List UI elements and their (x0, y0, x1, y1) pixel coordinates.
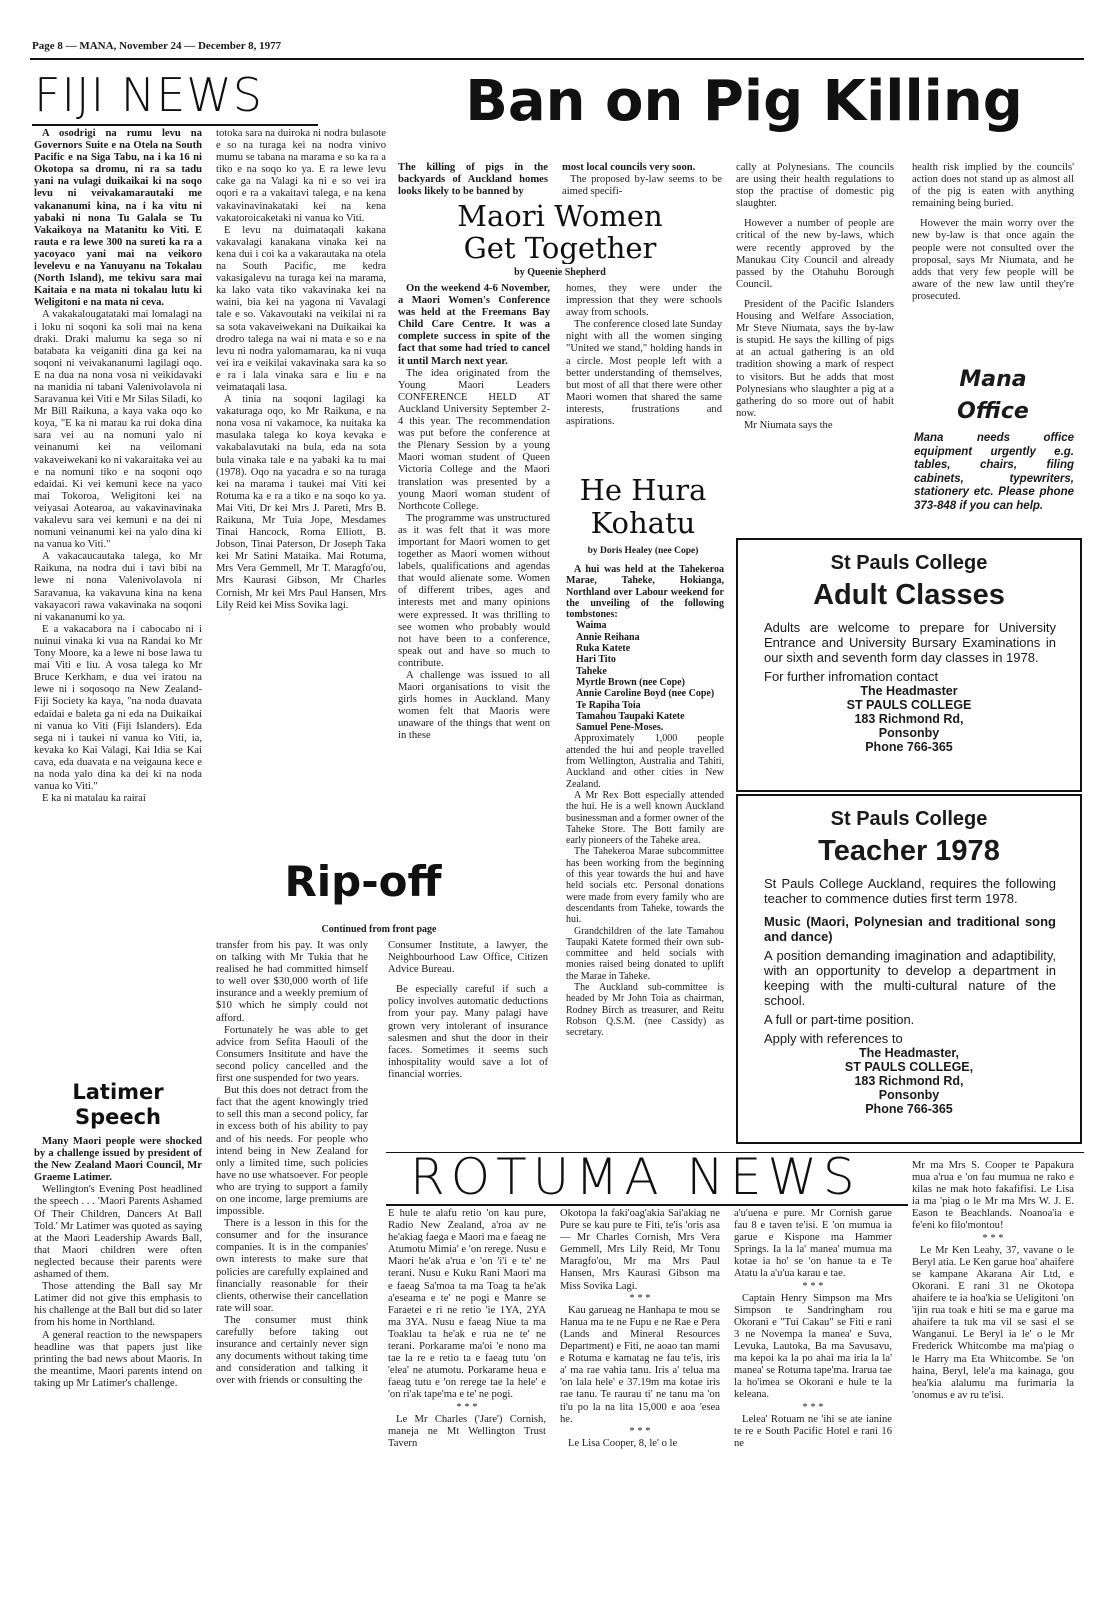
maori-women-headline-line1: Maori Women (457, 200, 663, 233)
tombstone-name: Hari Tito (576, 654, 616, 666)
fiji-news-heading: FIJI NEWS (34, 70, 263, 120)
rotuma-separator: * * * (629, 1292, 651, 1304)
fiji-para: A osodrigi na rumu levu na Governors Suite e na Otela na South Pacific e na Siga Tabu, na i ka 16 ni Okotopa sa dromu, ni ra sa tadu yani na vulagi duikaikai ki na soqo levu ni veivakamarautaki me vakananumi kina, na i ka vitu ni yabaki ni nona Tu Galala se Tu Vakaikoya na Matanitu ko Viti. E rauta e ra lewe 300 na sureti ka ra a yacoyaco yani mai na veikoro levelevu e na Yanuyanu na Tokalau (North Island), me tekivu sara mai Kaitaia e na mata ni tokalau lutu ki Weligitoni e na mata ni ceva. (34, 128, 202, 309)
ripoff-para: Consumer Institute, a lawyer, the Neighbourhood Law Office, Citizen Advice Bureau. (388, 940, 548, 976)
latimer-lead: Many Maori people were shocked by a challenge issued by president of the New Zealand Maori Council, Mr Graeme Latimer. (34, 1136, 202, 1184)
ad1-contact-intro: For further infromation contact (764, 669, 939, 684)
rotuma-column-2 (560, 1208, 720, 1568)
fiji-para: A vakakalougatataki mai lomalagi na i loku ni soqoni ka soli mai na kena draki. Draki malumu ka sega so ni batabata ka veiganiti dina ga kei na soqoni ni veivakananumi lagilagi oqo. E na dua na nona vosa ni veikidavaki na manidia ni tabani Valenivolavola ni Saravanua kei Viti e Mr Silas Siladi, ko Mr Bill Raikuna, a kaya vaka oqo ko koya, "E ka ni marau ka rui doka dina sara vei au na nomuni yalo ni veinanumi kei na veilomani vakaveiwekani ko ni vakaraitaka vei au e na nomuni tiko e na soqoni oqo edaidai. Ki vei kemuni kece na yaco mai Tokoroa, Weligitoni kei na veiyasai Aotearoa, au vakavinavinaka vakalevu sara vei kemuni e na dei ni nomuni veinanumi kei na yalo dina ki na vanua ko Viti." (34, 309, 202, 551)
mana-office-title-2: Office (957, 399, 1029, 424)
ad2-contact-suburb: Ponsonby (878, 1088, 940, 1102)
pig-para: However the main worry over the new by-law is that once again the people were not consulted over the proposal, says Mr Niumata, and he adds that very few people will be aware of the new law until they're prosecuted. (912, 218, 1074, 302)
ad2-title: St Pauls College (830, 808, 988, 830)
fiji-para: E a vakacabora na i cabocabo ni i nuinui vinaka ki vua na Randai ko Mr Tony Moore, ka a lewe ni bose lawa tu mai Viti e liu. A vosa talega ko Mr Bruce Kerkham, e dua vei iratou na lewe ni i soqosoqo na New Zealand-Fiji Society ka kaya, "na noda duavata edaidai e baleta ga ni eda na Duikaikai ni vanua ko Viti (Fiji Islanders). Eda sega ni i taukei ni vanua ko Viti, ia, kevaka ko Kai Valagi, Kai Idia se Kai cava, eda duavata e na veigauna kece e na noda yalo dina ka dei ki na noda vanua ko Viti." (34, 623, 202, 793)
ad1-contact-name: The Headmaster (860, 684, 958, 698)
pig-col2-lead: most local councils very soon. (562, 162, 696, 173)
ad2-subtitle: Teacher 1978 (818, 835, 1000, 867)
hura-kohatu-headline (562, 474, 724, 540)
rotuma-para: Kau garueag ne Hanhapa te mou se Hanua ma te ne Fupu e ne Rae e Pera (Lands and Mineral Resources Department) e Fiti, ne aoao tan mami e Rotuma e kamatag ne fau te'is, iris a' ma rae vahia tanu. Iris a' telua ma 'on lala hele' e 37.19m ma kotae iris rae tanu. Te raurau ti' ne tanu ma 'on ti'u po la na lita 15,000 e aoa 'esea he. (560, 1304, 720, 1425)
pig-column-4 (912, 162, 1074, 362)
rotuma-para: Le Mr Charles ('Jare') Cornish, maneja ne Mt Wellington Trust Tavern (388, 1413, 546, 1449)
tombstone-name: Myrtle Brown (nee Cope) (576, 676, 685, 688)
ad2-description: A position demanding imagination and adaptibility, with an opportunity to develop a department in keeping with the multi-cultural nature of the school. (764, 948, 1056, 1008)
rotuma-column-4 (912, 1160, 1074, 1570)
header-rule (30, 58, 1084, 60)
pig-para: However a number of people are critical of the new by-laws, which were recently approved by the Manukau City Council and already passed by the Otahuhu Borough Council. (736, 218, 894, 290)
ripoff-column-1 (216, 940, 368, 1570)
rotuma-separator: * * * (982, 1232, 1004, 1244)
ad2-apply: Apply with references to (764, 1031, 903, 1046)
fiji-para: A tinia na soqoni lagilagi ka vakaturaga oqo, ko Mr Raikuna, e na nona vosa ni vakamoce, ka nuitaka ka masulaka talega ko koya kevaka e vakabalavutaki na bula, eda na sota bula vinaka tale e na yabaki ka tu mai (1978). Oqo na yacadra e so na turaga kei na marama i taukei mai Viti kei Rotuma ka e ra a tiko e na soqo ko ya. Mai Viti, Dr kei Mrs J. Pareti, Mrs B. Raikuna, Mr Tuia Jope, Mesdames Tinai Hancock, Roma Elliott, B. Jobson, Tinai Paterson, Dr Joseph Taka kei Mr Satini Mataika. Mai Rotuma, Mrs Vera Gemmell, Mr T. Maragfo'ou, Mrs Kaurasi Gibson, Mr Charles Cornish, Mr kei Mrs Paul Hansen, Mrs Lily Reid kei Miss Sovika lagi. (216, 394, 386, 611)
ad1-contact-phone: Phone 766-365 (865, 740, 953, 754)
pig-column-3 (736, 162, 894, 532)
pig-para: Mr Niumata says the (744, 419, 833, 431)
maori-women-para: The idea originated from the Young Maori Leaders CONFERENCE HELD AT Auckland University September 2-4 this year. The recommendation was put before the conference at the Plenary Session by a young Maori woman student of Queen Victoria College and the Maori translation was presented by a young Maori woman student of Northcote College. (398, 367, 550, 512)
rotuma-para: Okotopa la faki'oag'akia Sai'akiag ne Pure se kau pure te Fiti, te'is 'oris asa — Mr Charles Cornish, Mrs Vera Gemmell, Mrs Lily Reid, Mr Tonu Maragfo'ou, Mr ma Mrs Paul Hansen, Mrs Kaurasi Gibson ma Miss Sovika Lagi. (560, 1208, 720, 1292)
rotuma-para: a'u'uena e pure. Mr Cornish garue fau 8 e taven te'isi. E 'on mumua ia garue e Kispone ma Hammer Springs. Ia la la' manea' mumua ma kotae ia ho' se 'on hanue ta e Te Atatu la a'u'ua karau e tae. (734, 1208, 892, 1280)
ripoff-continued: Continued from front page (321, 924, 437, 935)
ad1-contact-school: ST PAULS COLLEGE (846, 698, 972, 712)
hura-para: The Auckland sub-committee is headed by Mr John Toia as chairman, Rodney Birch as treasurer, and Reitu Robson Q.S.M. (nee Cassidy) as secretary. (566, 981, 724, 1039)
ad1-body: Adults are welcome to prepare for University Entrance and University Bursary Examinations in our sixth and seventh form day classes in 1978. (764, 620, 1056, 665)
rotuma-para: Mr ma Mrs S. Cooper te Papakura mua a'rua e 'on fau mumua ne rako e kilas ne mak hoto fakafifisi. Le Lisa ia ma 'piag o le Mr ma Mrs W. J. E. Eason te Beachlands. Noanoa'ia e fe'eni ko filo'montou! (912, 1160, 1074, 1232)
fiji-column-1 (34, 128, 202, 1073)
ripoff-para: The consumer must think carefully before taking out insurance and certainly never sign any documents without taking time and consideration and talking it over with friends or consulting the (216, 1314, 368, 1387)
pig-col2-text: The proposed by-law seems to be aimed specifi- (562, 174, 722, 198)
rotuma-heading-rule (386, 1204, 908, 1206)
mana-office-heading (912, 364, 1074, 428)
ad2-position: A full or part-time position. (764, 1012, 915, 1027)
ad1-title: St Pauls College (830, 552, 988, 574)
ripoff-para: There is a lesson in this for the consumer and for the insurance companies. It is in the companies' own interests to make sure that policies are carefully explained and financially reasonable for their clients, otherwise their cancellation rate will soar. (216, 1218, 368, 1314)
fiji-para: totoka sara na duiroka ni nodra bulasote e so na turaga kei na nodra vinivo mumu se tabana na marama e so ka ra a tiko e na soqo ko ya. E ra lewe levu cake ga na Valagi ka ni e so vei ira oqori e ra a vakaitavi talega, e na kena vakavinavinakataki kei na kena vakatoroicaketaki ni vanua ko Viti. (216, 128, 386, 224)
fiji-heading-rule (32, 124, 318, 126)
pig-lead-text: The killing of pigs in the backyards of Auckland homes looks likely to be banned by (398, 162, 548, 198)
rotuma-separator: * * * (456, 1401, 478, 1413)
hura-kohatu-article (566, 564, 724, 1144)
maori-women-headline (398, 200, 722, 264)
rotuma-para: E hule te alafu retio 'on kau pure, Radio New Zealand, a'roa av ne he'akiag faega e Maori ma e faeag ne Atumotu Mimia' e 'on rerege. Nusu e Maori he'ak a'rua e 'on 'i'i e te' ne terani. Nusu e Kuku Rani Maori ma e faeag Sa'moa ta ma Toag ta he'ak a'eseama e te' ne pogi e Manre se Faraetei e ri ne retio 'ie 1YA, 2YA ma 3YA. Nusu e faeag Niue ta ma Toaklau ta he'ak e rua ne te' ne terani. Porkarame ma'oi 'e nono ma tae la re e retio ta e faeag tutu 'on 'elea' ne atumotu. Porkarame heua e faeag tutu e 'on rerege tae la hele' e 'on ri'ak tape'ma e te' ne pogi. (388, 1208, 546, 1401)
maori-women-column-2 (566, 283, 722, 473)
ad2-contact-address: 183 Richmond Rd, (854, 1074, 964, 1088)
hura-para: Grandchildren of the late Tamahou Taupaki Katete formed their own sub-committee and held socials with monies raised being donated to uplift the Marae in Taheke. (566, 925, 724, 982)
mana-office-title-1: Mana (959, 367, 1027, 392)
maori-women-lead: On the weekend 4-6 November, a Maori Women's Conference was held at the Freemans Bay Child Care Centre. It was a complete success in spite of the fact that some had tried to cancel it until March next year. (398, 283, 550, 367)
ripoff-para: But this does not detract from the fact that the agent knowingly tried to sell this man a second policy, far in excess both of his ability to pay and of his needs. For people who intend being in New Zealand for only a limited time, such policies have no use whatsoever. For people who are trying to support a family on one income, large premiums are impossible. (216, 1085, 368, 1218)
latimer-heading (34, 1080, 202, 1130)
ad1-contact-address: 183 Richmond Rd, (854, 712, 964, 726)
fiji-para: A vakacaucautaka talega, ko Mr Raikuna, na nodra dui i tavi bibi na lewe ni nona Valenivolavola ni Saravanua, ka vakavuna kina na kena vakayacori rawa vakavinaka na soqoni ni vakananumi ko ya. (34, 551, 202, 623)
rotuma-para: Captain Henry Simpson ma Mrs Simpson te Sandringham rou Okorani e "Tui Cakau" se Fiti e rani 3 ne Novempa la manea' e Suva, Levuka, Lautoka, Ba ma Savusavu, ma kepoi ka la po ahai ma iria la la' manea' se Rotuma tape'ma. Irarua tae la ho'imea se Okorani e hule te la keleana. (734, 1292, 892, 1401)
hura-headline-line1: He Hura (579, 474, 707, 507)
page-header: Page 8 — MANA, November 24 — December 8, 1977 (32, 40, 282, 52)
hura-para: A Mr Rex Bott especially attended the hui. He is a well known Auckland businessman and a former owner of the Taheke Store. The Bott family are early pioneers of the Taheke area. (566, 789, 724, 847)
tombstone-name: Annie Caroline Boyd (nee Cope) (576, 688, 715, 700)
ripoff-para: Fortunately he was able to get advice from Sefita Haouli of the Consumers Insititute and have the second policy cancelled and the first one suspended for two years. (216, 1024, 368, 1085)
fiji-para: E ka ni matalau ka rairai (42, 793, 146, 805)
maori-women-para: A challenge was issued to all Maori organisations to visit the girls homes in Auckland. Many women felt that Maoris were unaware of the things that went on in these (398, 670, 550, 742)
tombstone-name: Taheke (576, 665, 607, 677)
latimer-para: Those attending the Ball say Mr Latimer did not give this emphasis to his challenge at the Ball but did so later from his home in Northland. (34, 1281, 202, 1329)
ripoff-column-2 (388, 940, 548, 1140)
pig-killing-headline: Ban on Pig Killing (465, 70, 1023, 134)
rotuma-column-3 (734, 1208, 892, 1568)
hura-para: Approximately 1,000 people attended the hui and people travelled from Wellington, Australia and Tahiti, Auckland and other cities in New Zealand. (566, 733, 724, 790)
pig-column-2 (562, 162, 722, 202)
hura-para: The Tahekeroa Marae subcommittee has been working from the beginning of this year towards the hui and have held socials etc. Personal donations were made from every family who are descendants from Taheke, towards the hui. (566, 846, 724, 926)
tombstone-name: Ruka Katete (576, 643, 631, 655)
rotuma-para: Le Mr Ken Leahy, 37, vavane o le Beryl atia. Le Ken garue hoa' ahaifere se kampane Akarana Air Ltd, e Okorani. E rani 31 ne Okotopa ahaifere te ia hoa'kia se Ueligitoni 'on 'ijin rua toak e hiti se ma e garue ma ahaifere ta tuk ma vil se sasi el se Wanganui. Le Beryl ia le' o le Mr Frederick Whitcombe ma ma'piag o le Harry ma Eta Whitcombe. Se 'on haina, Beryl, lele'a ma kainaga, gou hea'kia alalumu ma furimaria la 'onomus e av ru te'isi. (912, 1244, 1074, 1401)
pig-lead (398, 162, 548, 202)
mana-office-body: Mana needs office equipment urgently e.g. tables, chairs, filing cabinets, typewriters, stationery etc. Please phone 373-848 if you can help. (914, 432, 1074, 512)
maori-women-headline-line2: Get Together (463, 231, 657, 264)
teacher-ad (736, 794, 1082, 1144)
maori-women-byline: by Queenie Shepherd (514, 267, 606, 278)
ad2-subject: Music (Maori, Polynesian and traditional song and dance) (764, 914, 1056, 944)
pig-para: President of the Pacific Islanders Housing and Welfare Association, Mr Steve Niumata, says the by-law is stupid. He says the killing of pigs at an actual gathering is an old tradition showing a mark of respect to visitors. But he adds that most Polynesians who slaughter a pig at a gathering do so more out of habit now. (736, 298, 894, 419)
latimer-article (34, 1136, 202, 1566)
rotuma-para: Le Lisa Cooper, 8, le' o le (568, 1437, 678, 1449)
tombstone-name: Waima (576, 620, 607, 632)
tombstone-name: Te Rapiha Toia (576, 699, 641, 711)
pig-para: health risk implied by the councils' action does not stand up as almost all of the pig is eaten with anything remaining being buried. (912, 162, 1074, 210)
ad1-subtitle: Adult Classes (813, 579, 1005, 611)
fiji-column-2 (216, 128, 386, 868)
hura-headline-line2: Kohatu (590, 506, 696, 540)
ad2-contact-name: The Headmaster, (858, 1046, 960, 1060)
ripoff-para: transfer from his pay. It was only on talking with Mr Tukia that he realised he had committed himself to well over $30,000 worth of life insurance and a weekly premium of $10 which he simply could not afford. (216, 940, 368, 1024)
maori-women-column-1 (398, 283, 550, 823)
latimer-para: Wellington's Evening Post headlined the speech . . . 'Maori Parents Ashamed Of Their Children, Dancers At Ball Told.' Mr Latimer was quoted as saying at the Maori Leadership Awards Ball, that Maori children were often neglected because their parents were ashamed of them. (34, 1184, 202, 1281)
maori-women-para: The programme was unstructured as it was felt that it was more important for Maori women to get together as Maori women without labels, qualifications and agendas that would alienate some. Women of different tribes, ages and interests met and many opinions were expressed. It was thrilling to see women who probably would not have been to a conference, speak out and have so much to contribute. (398, 512, 550, 669)
ripoff-para: Be especially careful if such a policy involves automatic deductions from your pay. Many palagi have grown very intolerant of insurance salesmen and shut the door in their faces. Sometimes it seems such inhospitality would save a lot of financial worries. (388, 984, 548, 1080)
adult-classes-ad (736, 538, 1082, 792)
tombstone-name: Samuel Pene-Moses. (576, 722, 664, 734)
fiji-para: E levu na duimataqali kakana vakavalagi kanakana vinaka kei na kena dui i coi ka a vakarautaka na otela na South Pacific, me kedra vakasigalevu na turaga kei na marama, ka lako vata tiko vakavinaka kei na waini, bia kei na yagona ni Vavalagi tale e so. Vakavoutaki na veikilai ni ra sa sota vakaveiwekani na Duikaikai ka drodro talega na wai ni mata e so e na levu ni nodra yalomamarau, ka ni vuqa vei ira e veikilai vakavinaka sara ka so e ra i lala vinaka sara e liu e na veimataqali lasa. (216, 224, 386, 393)
latimer-heading-line2: Speech (74, 1105, 162, 1129)
ad2-body: St Pauls College Auckland, requires the following teacher to commence duties first term 1978. (764, 876, 1056, 906)
rotuma-separator: * * * (802, 1401, 824, 1413)
latimer-heading-line1: Latimer (72, 1080, 164, 1104)
tombstone-name: Annie Reihana (576, 631, 640, 643)
rotuma-para: Lelea' Rotuam ne 'ihi se ate ianine te re e South Pacific Hotel e rani 16 ne (734, 1413, 892, 1449)
ad2-contact-phone: Phone 766-365 (865, 1102, 953, 1116)
latimer-para: A general reaction to the newspapers headline was that papers just like printing the bad news about Maoris. In the meantime, Maori parents intend on taking up Mr Latimer's challenge. (34, 1329, 202, 1389)
rotuma-separator: * * * (802, 1280, 824, 1292)
ripoff-headline: Rip-off (284, 858, 442, 906)
maori-women-para: homes, they were under the impression that they were schools away from schools. (566, 283, 722, 319)
ad1-contact-suburb: Ponsonby (878, 726, 940, 740)
pig-para: cally at Polynesians. The councils are using their health regulations to stop the practise of domestic pig slaughter. (736, 162, 894, 210)
maori-women-para: The conference closed late Sunday night with all the women singing "United we stand," holding hands in a circle. Most people left with a better understanding of themselves, but most of all that there were other Maori women that shared the same interests, frustrations and aspirations. (566, 319, 722, 428)
ad2-contact-school: ST PAULS COLLEGE, (844, 1060, 974, 1074)
rotuma-news-heading: ROTUMA NEWS (410, 1150, 861, 1204)
tombstone-list (576, 620, 724, 733)
rotuma-separator: * * * (629, 1425, 651, 1437)
hura-byline: by Doris Healey (nee Cope) (587, 546, 699, 556)
tombstone-name: Tamahou Taupaki Katete (576, 710, 685, 722)
rotuma-column-1 (388, 1208, 546, 1568)
hura-lead: A hui was held at the Tahekeroa Marae, Taheke, Hokianga, Northland over Labour weekend for the unveiling of the following tombstones: (566, 564, 724, 621)
